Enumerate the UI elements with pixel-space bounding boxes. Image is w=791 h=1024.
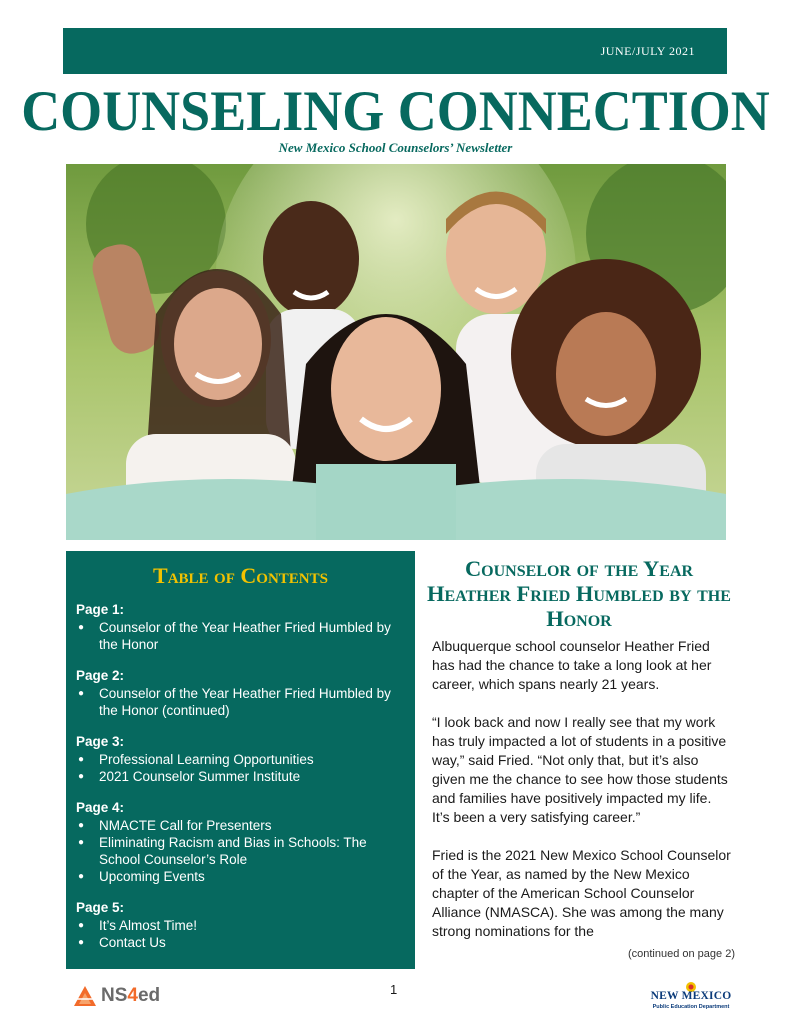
continued-note[interactable]: (continued on page 2) — [627, 948, 735, 960]
table-of-contents — [66, 551, 415, 969]
nm-logo-subtitle: Public Education Department — [652, 1004, 730, 1010]
bullet-icon: ● — [78, 920, 85, 931]
bullet-icon: ● — [78, 937, 85, 948]
toc-section — [76, 799, 406, 885]
hero-photo — [66, 164, 726, 540]
bullet-icon: ● — [78, 820, 85, 831]
header-bar — [63, 28, 727, 74]
toc-item[interactable] — [76, 619, 406, 653]
article-title: Counselor of the Year Heather Fried Humbled by the Honor — [427, 556, 731, 631]
toc-page-label: Page 2: — [76, 668, 125, 683]
toc-section — [76, 899, 406, 951]
ns4ed-logo — [73, 984, 160, 1008]
nm-logo-name: NEW MEXICO — [650, 990, 732, 1002]
toc-item[interactable] — [76, 917, 406, 934]
toc-item-label: It’s Almost Time! — [99, 918, 198, 933]
ns4ed-logo-text: NS4ed — [101, 985, 161, 1006]
toc-item[interactable] — [76, 768, 406, 785]
issue-date: JUNE/JULY 2021 — [600, 44, 695, 58]
toc-item-label: Upcoming Events — [99, 869, 205, 884]
toc-item-label: Contact Us — [99, 935, 166, 950]
students-photo-image — [66, 164, 726, 540]
toc-section — [76, 667, 406, 719]
bullet-icon: ● — [78, 837, 85, 848]
bullet-icon: ● — [78, 871, 85, 882]
bullet-icon: ● — [78, 688, 85, 699]
toc-item-label: Counselor of the Year Heather Fried Humbled by the Honor — [99, 620, 391, 652]
nm-ped-logo — [650, 980, 732, 1016]
toc-item[interactable] — [76, 934, 406, 951]
toc-page-label: Page 4: — [76, 800, 125, 815]
toc-item-label: Counselor of the Year Heather Fried Humbled by the Honor (continued) — [99, 686, 391, 718]
toc-page-label: Page 3: — [76, 734, 125, 749]
bullet-icon: ● — [78, 771, 85, 782]
ns4ed-triangle-icon — [73, 985, 97, 1007]
newsletter-subtitle: New Mexico School Counselors’ Newsletter — [278, 140, 513, 155]
article-paragraph: Albuquerque school counselor Heather Fried has had the chance to take a long look at her career, which spans nearly 21 years. — [432, 638, 712, 692]
toc-item[interactable] — [76, 751, 406, 768]
toc-section — [76, 733, 406, 785]
article-body — [432, 637, 732, 960]
toc-item-label: NMACTE Call for Presenters — [99, 818, 272, 833]
toc-page-label: Page 1: — [76, 602, 125, 617]
bullet-icon: ● — [78, 754, 85, 765]
newsletter-title: COUNSELING CONNECTION — [21, 79, 770, 143]
toc-title: Table of Contents — [153, 563, 328, 588]
toc-item[interactable] — [76, 868, 406, 885]
article-paragraph: Fried is the 2021 New Mexico School Counselor of the Year, as named by the New Mexico chapter of the American School Counselor Alliance (NMASCA). She was among the many strong nominations for the — [432, 847, 731, 939]
toc-page-label: Page 5: — [76, 900, 125, 915]
toc-item-label: Eliminating Racism and Bias in Schools: The School Counselor’s Role — [99, 835, 367, 867]
toc-item-label: 2021 Counselor Summer Institute — [99, 769, 301, 784]
toc-section — [76, 601, 406, 653]
toc-item[interactable] — [76, 817, 406, 834]
toc-item[interactable] — [76, 685, 406, 719]
bullet-icon: ● — [78, 622, 85, 633]
toc-item-label: Professional Learning Opportunities — [99, 752, 314, 767]
toc-list — [76, 601, 406, 965]
page-number: 1 — [390, 982, 398, 997]
article-paragraph: “I look back and now I really see that my work has truly impacted a lot of students in a positive way,” said Fried. “Not only that, but it’s also given me the chance to see how those students and families have positively impacted my life. It’s been a very satisfying career.” — [432, 714, 728, 825]
toc-item[interactable] — [76, 834, 406, 868]
